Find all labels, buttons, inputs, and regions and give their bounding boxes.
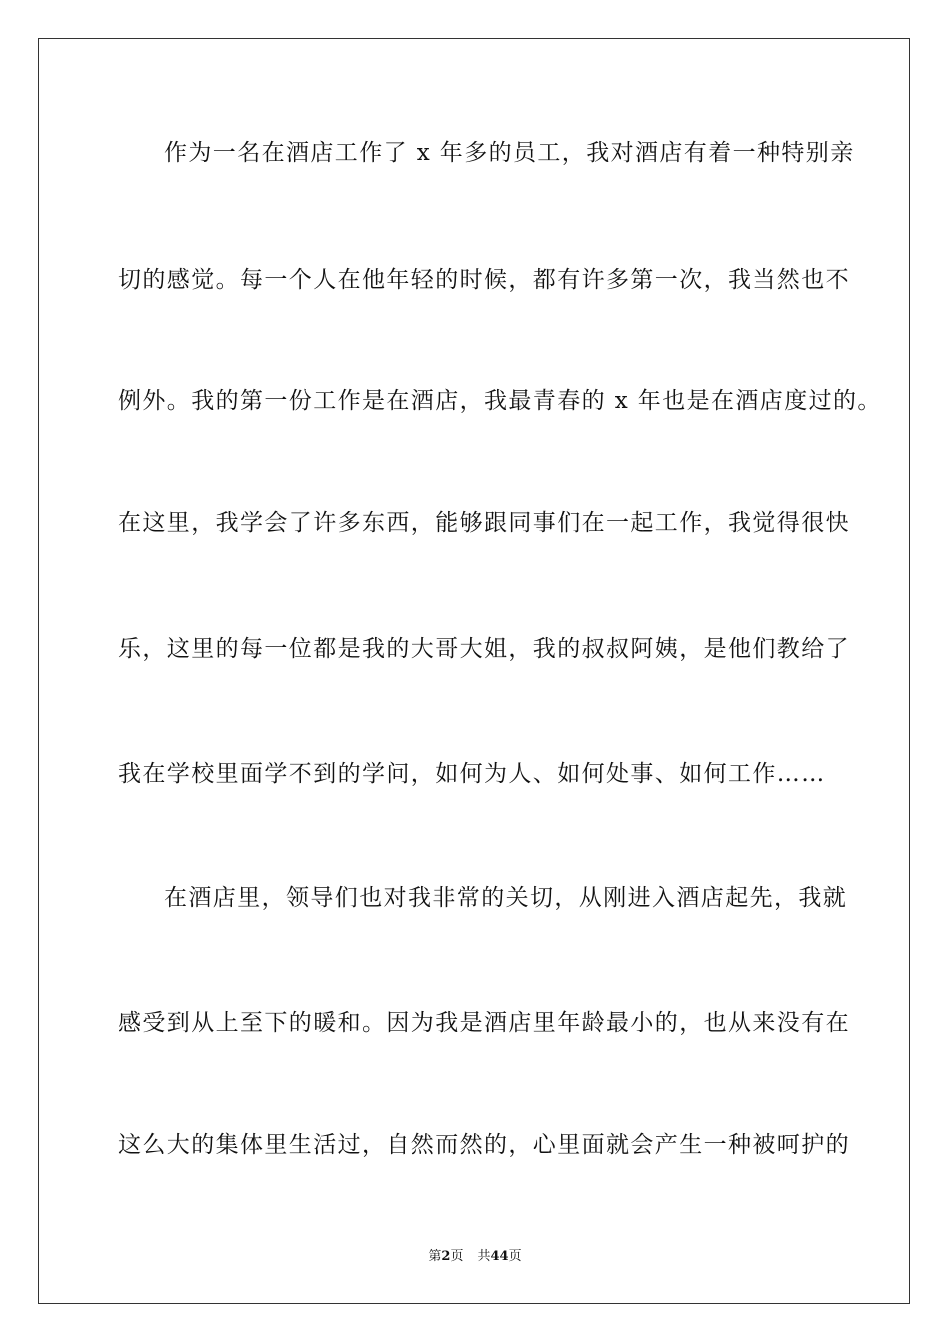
- paragraph-line-3: 例外。我的第一份工作是在酒店，我最青春的 x 年也是在酒店度过的。: [118, 388, 882, 414]
- page-footer: [0, 1248, 950, 1266]
- footer-total-prefix: 共: [477, 1249, 491, 1264]
- paragraph-line-2: 切的感觉。每一个人在他年轻的时候，都有许多第一次，我当然也不: [118, 267, 850, 293]
- paragraph-line-9: 这么大的集体里生活过，自然而然的，心里面就会产生一种被呵护的: [118, 1132, 850, 1158]
- page-border: [38, 38, 910, 1304]
- paragraph-line-6: 我在学校里面学不到的学问，如何为人、如何处事、如何工作……: [118, 761, 826, 787]
- footer-total-suffix: 页: [508, 1249, 522, 1264]
- paragraph-line-8: 感受到从上至下的暖和。因为我是酒店里年龄最小的，也从来没有在: [118, 1010, 850, 1036]
- paragraph-line-7: 在酒店里，领导们也对我非常的关切，从刚进入酒店起先，我就: [164, 885, 848, 911]
- footer-total-pages: 44: [490, 1249, 509, 1264]
- footer-page-suffix: 页: [450, 1249, 464, 1264]
- footer-page-prefix: 第: [428, 1249, 442, 1264]
- paragraph-line-4: 在这里，我学会了许多东西，能够跟同事们在一起工作，我觉得很快: [118, 510, 850, 536]
- footer-page-number: 2: [441, 1249, 451, 1264]
- paragraph-line-5: 乐，这里的每一位都是我的大哥大姐，我的叔叔阿姨，是他们教给了: [118, 636, 850, 662]
- paragraph-line-1: 作为一名在酒店工作了 x 年多的员工，我对酒店有着一种特别亲: [164, 140, 855, 166]
